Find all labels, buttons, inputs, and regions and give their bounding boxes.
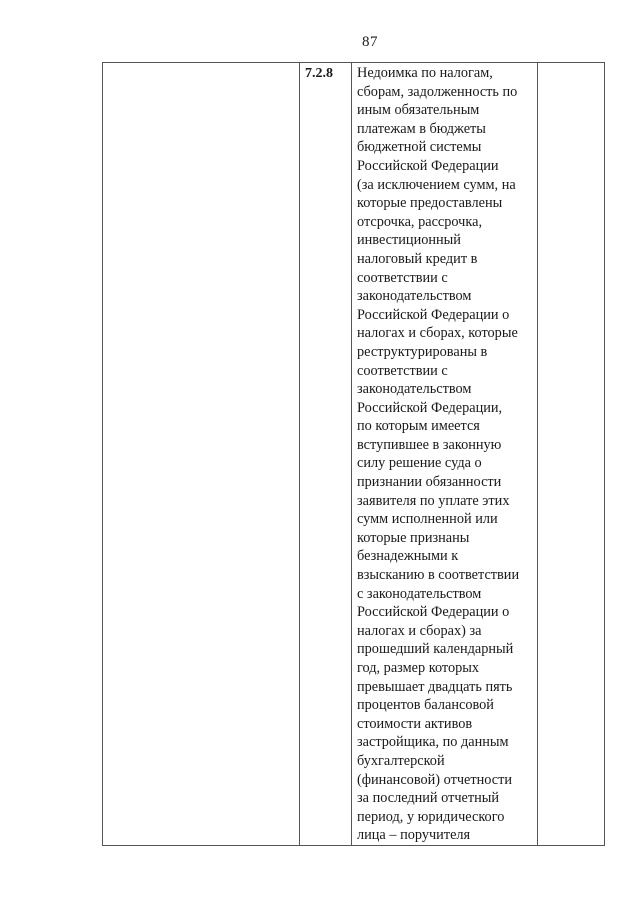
clause-text-line: вступившее в законную [357,436,502,453]
page-number: 87 [362,34,378,50]
clause-text-line: признании обязанности [357,474,502,491]
clause-text-line: реструктурированы в [357,343,488,360]
clause-text-line: заявителя по уплате этих [357,492,510,509]
clause-text-line: период, у юридического [357,808,505,825]
clause-text-line: отсрочка, рассрочка, [357,213,483,230]
clause-text-line: Российской Федерации о [357,306,510,323]
table-row [103,63,605,846]
clause-number-cell [300,63,352,846]
clause-text-line: бухгалтерской [357,752,445,769]
clause-text-line: Российской Федерации [357,157,499,174]
clause-text-line: по которым имеется [357,418,480,435]
document-table [102,62,605,846]
clause-text-cell [352,63,538,846]
clause-text-line: Недоимка по налогам, [357,65,493,81]
clause-text-line: с законодательством [357,585,482,602]
clause-text-line: которые признаны [357,529,470,546]
clause-text-line: иным обязательным [357,102,480,119]
clause-text-line: (за исключением сумм, на [357,176,516,193]
clause-text-line: соответствии с [357,362,448,379]
clause-text-line: силу решение суда о [357,455,482,472]
clause-text-line: стоимости активов [357,715,473,732]
clause-text-line: соответствии с [357,269,448,286]
clause-text-line: налоговый кредит в [357,250,478,267]
clause-text-line: взысканию в соответствии [357,567,520,584]
clause-text-line: застройщика, по данным [357,734,509,751]
clause-text-line: превышает двадцать пять [357,678,513,695]
clause-text-line: которые предоставлены [357,195,503,212]
clause-text-line: налогах и сборах) за [357,622,482,639]
clause-text-line: лица – поручителя [357,827,471,844]
clause-text-line: за последний отчетный [357,790,500,807]
clause-text-line: прошедший календарный [357,641,514,658]
clause-text-line: (финансовой) отчетности [357,771,512,788]
clause-text-line: сумм исполненной или [357,511,498,528]
clause-text-line: налогах и сборах, которые [357,325,518,342]
clause-text-line: бюджетной системы [357,139,482,156]
clause-text-line: безнадежными к [357,548,459,565]
clause-text-line: законодательством [357,381,472,398]
clause-text-line: Российской Федерации, [357,399,503,416]
clause-number: 7.2.8 [305,66,333,81]
clause-text-line: платежам в бюджеты [357,120,486,137]
clause-text-line: процентов балансовой [357,697,494,714]
clause-text-line: год, размер которых [357,660,480,676]
clause-text-line: инвестиционный [357,232,461,249]
empty-cell-right [538,63,605,846]
empty-cell-left [103,63,300,846]
clause-text-line: Российской Федерации о [357,604,510,621]
clause-text-line: законодательством [357,288,472,305]
clause-text-line: сборам, задолженность по [357,83,518,100]
